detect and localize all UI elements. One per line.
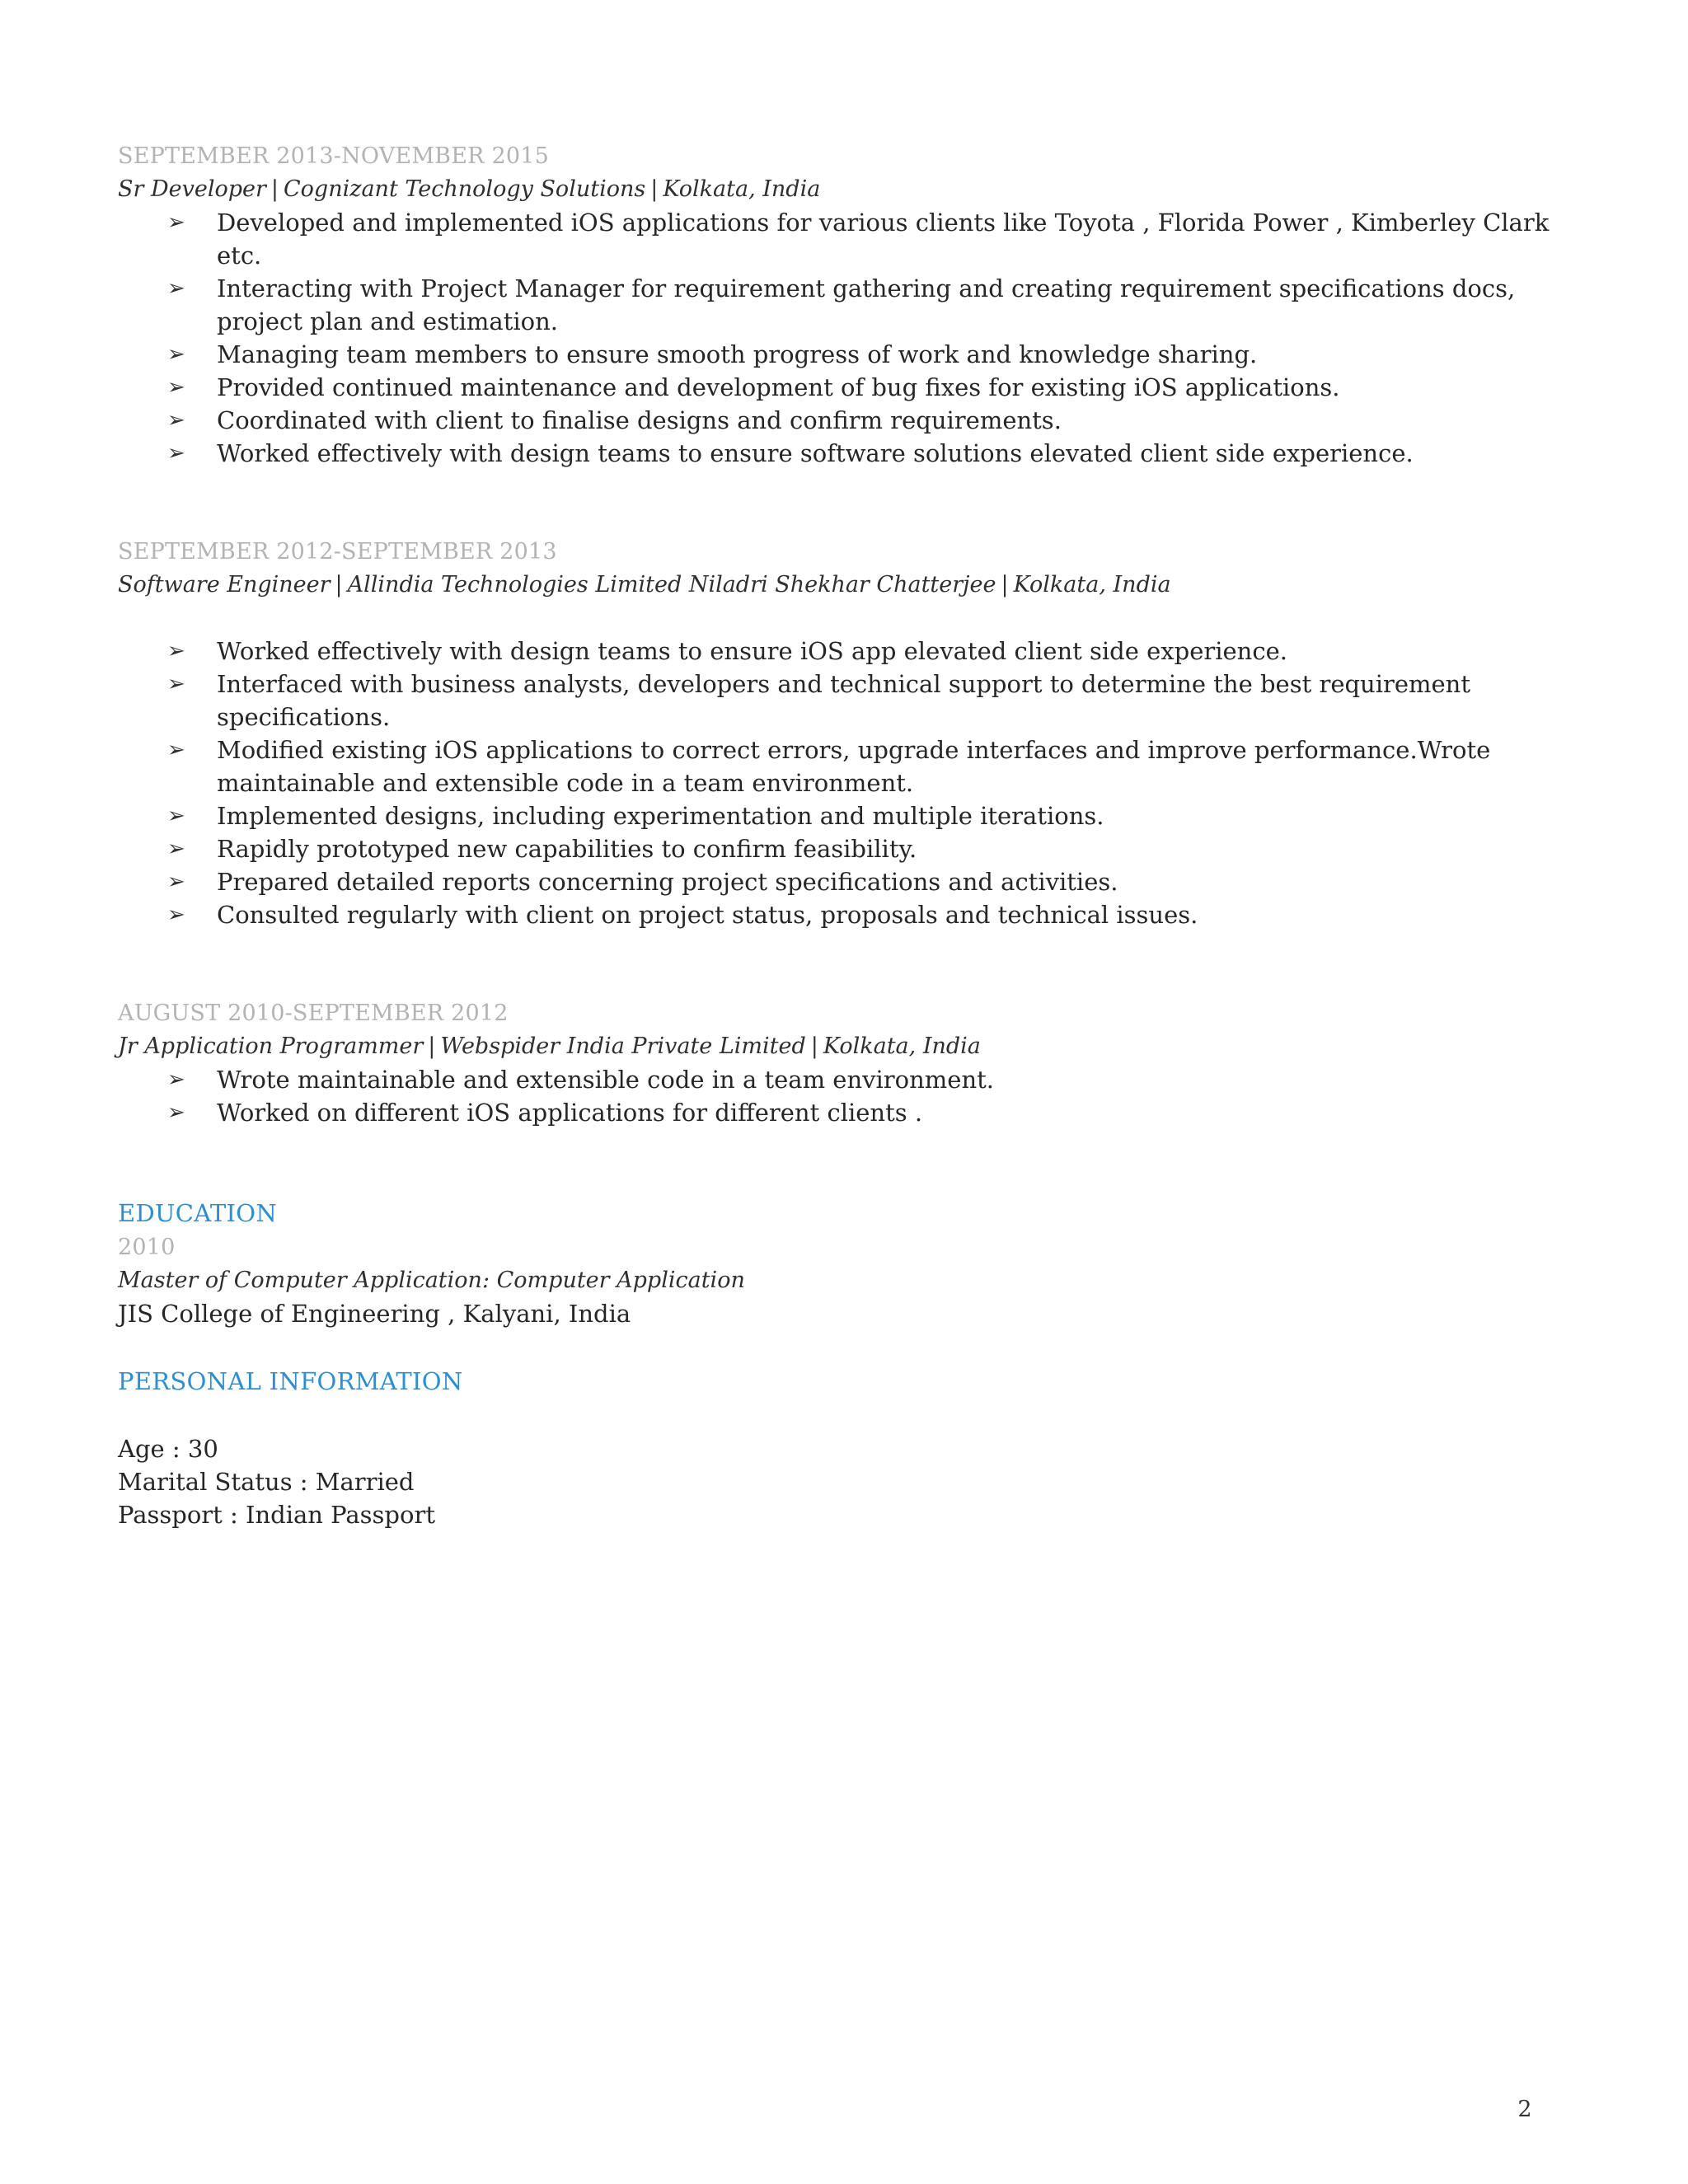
personal-marital-status: Marital Status : Married bbox=[118, 1468, 415, 1496]
arrow-bullet-icon: ➢ bbox=[167, 1067, 185, 1092]
bullet-text: Prepared detailed reports concerning project specifications and activities. bbox=[217, 868, 1118, 896]
education-heading: EDUCATION bbox=[118, 1199, 278, 1227]
education-field: Computer Application bbox=[496, 1268, 745, 1293]
arrow-bullet-icon: ➢ bbox=[167, 1100, 185, 1125]
arrow-bullet-icon: ➢ bbox=[167, 837, 185, 861]
job-country: India bbox=[762, 176, 821, 202]
list-item bbox=[118, 733, 1568, 799]
spacer bbox=[118, 931, 1568, 997]
bullet-text: Worked effectively with design teams to ensure software solutions elevated client side experience. bbox=[217, 439, 1414, 467]
list-item bbox=[118, 371, 1568, 404]
separator: | bbox=[428, 1033, 436, 1059]
bullet-text: Managing team members to ensure smooth progress of work and knowledge sharing. bbox=[217, 340, 1258, 368]
personal-age: Age : 30 bbox=[118, 1435, 218, 1463]
separator: | bbox=[1001, 572, 1009, 598]
arrow-bullet-icon: ➢ bbox=[167, 869, 185, 894]
job-company: Cognizant Technology Solutions bbox=[284, 176, 646, 202]
job-date: SEPTEMBER 2013-NOVEMBER 2015 bbox=[118, 143, 549, 169]
bullet-text: Rapidly prototyped new capabilities to confirm feasibility. bbox=[217, 835, 917, 863]
bullet-text: Worked effectively with design teams to ensure iOS app elevated client side experience. bbox=[217, 637, 1287, 665]
job-country: India bbox=[1113, 572, 1171, 598]
arrow-bullet-icon: ➢ bbox=[167, 342, 185, 367]
bullet-text: Interfaced with business analysts, developers and technical support to determine the best requirement specifications. bbox=[217, 670, 1471, 731]
bullet-text: Consulted regularly with client on project status, proposals and technical issues. bbox=[217, 901, 1198, 929]
spacer bbox=[118, 602, 1568, 635]
bullet-text: Worked on different iOS applications for different clients . bbox=[217, 1099, 923, 1127]
list-item bbox=[118, 668, 1568, 733]
list-item bbox=[118, 272, 1568, 338]
job-title: Sr Developer bbox=[118, 176, 266, 202]
separator: | bbox=[650, 176, 659, 202]
list-item bbox=[118, 1096, 1568, 1129]
job-date: SEPTEMBER 2012-SEPTEMBER 2013 bbox=[118, 539, 557, 565]
list-item bbox=[118, 865, 1568, 898]
spacer bbox=[118, 1330, 1568, 1363]
job-bullet-list bbox=[118, 1063, 1568, 1129]
job-date: AUGUST 2010-SEPTEMBER 2012 bbox=[118, 1001, 509, 1026]
bullet-text: Interacting with Project Manager for requirement gathering and creating requirement specifications docs, project plan and estimation. bbox=[217, 274, 1516, 335]
list-item bbox=[118, 635, 1568, 668]
comma: , bbox=[908, 1033, 923, 1059]
resume-content bbox=[118, 140, 1568, 1531]
arrow-bullet-icon: ➢ bbox=[167, 375, 185, 400]
list-item bbox=[118, 799, 1568, 832]
list-item bbox=[118, 206, 1568, 272]
page-number: 2 bbox=[1517, 2097, 1532, 2122]
job-role-line bbox=[118, 569, 1568, 602]
job-company: Webspider India Private Limited bbox=[440, 1033, 806, 1059]
bullet-text: Modified existing iOS applications to correct errors, upgrade interfaces and improve performance.Wrote maintainable and extensible code in a team environment. bbox=[217, 736, 1491, 797]
arrow-bullet-icon: ➢ bbox=[167, 804, 185, 828]
arrow-bullet-icon: ➢ bbox=[167, 639, 185, 663]
job-title: Jr Application Programmer bbox=[118, 1033, 424, 1059]
separator: | bbox=[270, 176, 279, 202]
colon: : bbox=[481, 1268, 497, 1293]
spacer bbox=[118, 1129, 1568, 1195]
job-country: India bbox=[922, 1033, 981, 1059]
education-degree-line bbox=[118, 1264, 1568, 1297]
arrow-bullet-icon: ➢ bbox=[167, 902, 185, 927]
job-company: Allindia Technologies Limited Niladri Shekhar Chatterjee bbox=[347, 572, 996, 598]
arrow-bullet-icon: ➢ bbox=[167, 408, 185, 433]
personal-passport: Passport : Indian Passport bbox=[118, 1501, 435, 1529]
education-degree: Master of Computer Application bbox=[118, 1268, 482, 1293]
list-item bbox=[118, 338, 1568, 371]
list-item bbox=[118, 437, 1568, 470]
job-bullet-list bbox=[118, 635, 1568, 931]
separator: | bbox=[335, 572, 343, 598]
comma: , bbox=[1099, 572, 1114, 598]
bullet-text: Coordinated with client to finalise designs and confirm requirements. bbox=[217, 406, 1062, 434]
job-role-line bbox=[118, 173, 1568, 206]
job-role-line bbox=[118, 1030, 1568, 1063]
separator: | bbox=[810, 1033, 818, 1059]
experience-entry-1 bbox=[118, 140, 1568, 470]
bullet-text: Implemented designs, including experimentation and multiple iterations. bbox=[217, 802, 1104, 830]
job-title: Software Engineer bbox=[118, 572, 331, 598]
arrow-bullet-icon: ➢ bbox=[167, 738, 185, 762]
education-year: 2010 bbox=[118, 1235, 176, 1260]
list-item bbox=[118, 1063, 1568, 1096]
spacer bbox=[118, 1399, 1568, 1432]
job-city: Kolkata bbox=[663, 176, 749, 202]
education-section bbox=[118, 1195, 1568, 1330]
job-city: Kolkata bbox=[1013, 572, 1100, 598]
arrow-bullet-icon: ➢ bbox=[167, 441, 185, 466]
arrow-bullet-icon: ➢ bbox=[167, 672, 185, 696]
list-item bbox=[118, 404, 1568, 437]
list-item bbox=[118, 832, 1568, 865]
arrow-bullet-icon: ➢ bbox=[167, 210, 185, 235]
list-item bbox=[118, 898, 1568, 931]
personal-info-section bbox=[118, 1363, 1568, 1531]
bullet-text: Developed and implemented iOS applications for various clients like Toyota , Florida Power , Kimberley Clark etc. bbox=[217, 209, 1550, 269]
personal-info-heading: PERSONAL INFORMATION bbox=[118, 1367, 463, 1395]
bullet-text: Wrote maintainable and extensible code in a team environment. bbox=[217, 1066, 994, 1094]
education-institution: JIS College of Engineering , Kalyani, India bbox=[118, 1300, 631, 1328]
experience-entry-2 bbox=[118, 536, 1568, 931]
bullet-text: Provided continued maintenance and development of bug fixes for existing iOS applications. bbox=[217, 373, 1340, 401]
comma: , bbox=[748, 176, 763, 202]
job-city: Kolkata bbox=[823, 1033, 909, 1059]
job-bullet-list bbox=[118, 206, 1568, 470]
experience-entry-3 bbox=[118, 997, 1568, 1129]
spacer bbox=[118, 470, 1568, 536]
arrow-bullet-icon: ➢ bbox=[167, 276, 185, 301]
